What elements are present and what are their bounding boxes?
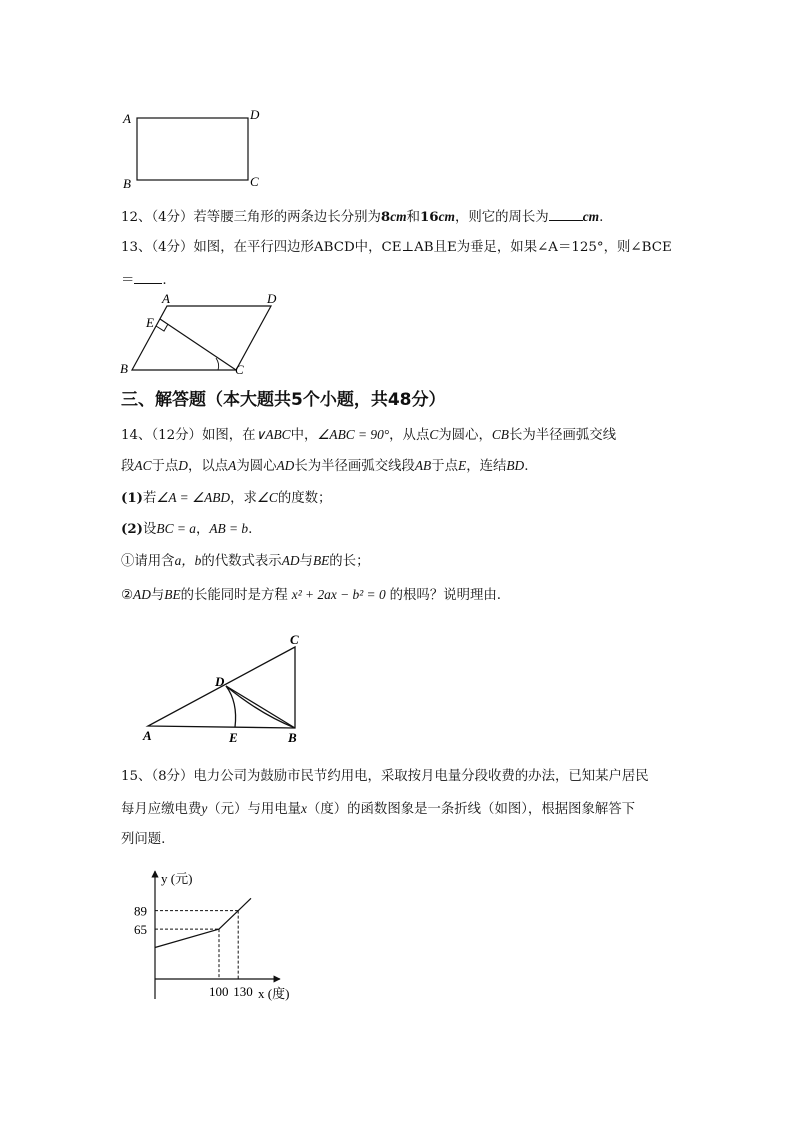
figure-parallelogram xyxy=(112,290,292,380)
q14-segment-ac: AC xyxy=(134,458,152,473)
q12-text-1: 若等腰三角形的两条边长分别为 xyxy=(193,210,381,225)
para-label-e: E xyxy=(146,315,154,330)
fee-line xyxy=(155,898,251,947)
q14-text: 的根吗？说明理由. xyxy=(389,588,502,603)
q14-segment-cb: CB xyxy=(491,427,509,442)
q14-triangle: ∨ABC xyxy=(255,427,291,442)
q14-point-c: C xyxy=(429,427,439,442)
tri-label-d: D xyxy=(215,674,225,689)
q14-text: 为圆心， xyxy=(438,428,492,443)
q14-text: 于点 xyxy=(431,459,459,474)
para-label-c: C xyxy=(235,362,244,377)
q12-text-3: ，则它的周长为 xyxy=(454,210,549,225)
q14-variables: a，b xyxy=(174,553,202,568)
y-tick-label-65: 65 xyxy=(134,922,147,938)
para-label-a: A xyxy=(162,291,170,306)
question-14-line-1 xyxy=(121,425,616,446)
q15-text: （度）的函数图象是一条折线（如图），根据图象解答下 xyxy=(306,802,636,817)
electricity-fee-chart xyxy=(128,865,308,1015)
q14-text: ，连结 xyxy=(466,459,507,474)
q14-point-e: E xyxy=(458,458,467,473)
rect-label-d: D xyxy=(250,107,260,122)
q14-angle-c: ∠C xyxy=(256,490,278,505)
q14-text: ，从点 xyxy=(389,428,430,443)
q14-text: ，以点 xyxy=(187,459,229,474)
q14-part-2-number: (2) xyxy=(121,521,143,537)
rect-label-b: B xyxy=(123,176,131,191)
q15-var-x: x xyxy=(301,801,307,816)
tri-label-c: C xyxy=(290,632,299,647)
q14-text: 的度数； xyxy=(277,491,332,506)
figure-rectangle xyxy=(115,104,275,192)
tri-label-a: A xyxy=(143,728,152,743)
q14-segment-ab: AB xyxy=(414,458,432,473)
question-14-part-2 xyxy=(121,519,252,540)
q14-part-1-number: (1) xyxy=(121,490,143,506)
q12-text-4: . xyxy=(599,210,604,225)
q13-period: . xyxy=(162,273,167,288)
q12-number: 12、（4分） xyxy=(121,210,194,225)
q15-var-y: y xyxy=(201,801,208,816)
q14-segment-be: BE xyxy=(312,553,330,568)
q14-text: . xyxy=(248,522,253,537)
question-15-line-2 xyxy=(121,799,635,820)
segment-ce xyxy=(160,319,236,370)
question-15-line-1 xyxy=(121,767,649,787)
y-axis-label: y (元) xyxy=(161,871,193,886)
q13-equals: ＝ xyxy=(121,273,135,288)
question-15-line-3 xyxy=(121,830,165,850)
q14-point-d: D xyxy=(178,458,188,473)
q14-text: 长为半径画弧交线段 xyxy=(294,459,415,474)
question-12 xyxy=(121,206,603,228)
q14-subpart-2-mark: ② xyxy=(121,588,134,603)
question-14-subpart-2 xyxy=(121,585,501,606)
q13-answer-blank[interactable] xyxy=(134,269,162,284)
q12-unit-1: cm xyxy=(390,209,407,224)
q14-text: ， xyxy=(195,522,210,537)
q14-text: 长为半径画弧交线 xyxy=(508,428,617,443)
q14-text: 如图，在 xyxy=(201,428,256,443)
q14-text: 与 xyxy=(150,588,165,603)
figure-triangle xyxy=(138,630,318,746)
q14-number: 14、（12分） xyxy=(121,428,202,443)
q14-text: 的长能同时是方程 xyxy=(180,588,288,603)
rect-label-c: C xyxy=(250,174,259,189)
q15-number: 15、（8分） xyxy=(121,769,194,784)
question-14-part-1 xyxy=(121,488,331,509)
q12-value-1: 8 xyxy=(380,209,391,225)
q14-text: 若 xyxy=(143,491,157,506)
q13-text: 如图，在平行四边形ABCD中，CE⊥AB且E为垂足，如果∠A＝125°，则∠BCE xyxy=(193,240,672,255)
q15-text: 电力公司为鼓励市民节约用电，采取按月电量分段收费的办法，已知某户居民 xyxy=(193,769,649,784)
segment-bd xyxy=(226,686,295,728)
angle-mark-c xyxy=(216,358,219,370)
q14-ab-equals-b: AB = b xyxy=(209,521,249,536)
q13-number: 13、（4分） xyxy=(121,240,194,255)
q14-subpart-1-mark: ① xyxy=(121,554,135,569)
q14-text: 设 xyxy=(143,522,157,537)
q14-text: 的长； xyxy=(329,554,370,569)
q14-part-1-condition: ∠A = ∠ABD xyxy=(156,490,231,505)
q15-text: （元）与用电量 xyxy=(207,802,302,817)
section-3-heading: 三、解答题（本大题共5个小题，共48分） xyxy=(121,390,446,410)
q14-point-a: A xyxy=(228,458,237,473)
q15-text: 每月应缴电费 xyxy=(121,802,202,817)
question-14-subpart-1 xyxy=(121,551,369,572)
q14-segment-ad: AD xyxy=(281,553,300,568)
q14-equation: x² + 2ax − b² = 0 xyxy=(291,587,386,602)
y-tick-label-89: 89 xyxy=(134,903,147,919)
para-label-d: D xyxy=(267,291,277,306)
q14-angle: ∠ABC = 90° xyxy=(317,427,390,442)
tri-label-e: E xyxy=(229,730,238,745)
q14-text: ，求 xyxy=(230,491,257,506)
rectangle-abcd xyxy=(137,118,248,180)
q14-text: 中， xyxy=(290,428,318,443)
question-13-line-2 xyxy=(121,269,167,291)
q14-text: 为圆心 xyxy=(236,459,277,474)
q14-segment-ad: AD xyxy=(276,458,295,473)
q12-text-2: 和 xyxy=(406,210,420,225)
q14-segment-be: BE xyxy=(164,587,181,602)
q14-text: 的代数式表示 xyxy=(201,554,282,569)
q14-text: 段 xyxy=(121,459,135,474)
rect-label-a: A xyxy=(123,111,131,126)
q14-text: 请用含 xyxy=(134,554,175,569)
right-angle-mark xyxy=(156,324,168,331)
x-tick-label-130: 130 xyxy=(233,984,253,999)
x-axis-label: x (度) xyxy=(258,986,290,1001)
q14-bc-equals-a: BC = a xyxy=(156,521,196,536)
para-label-b: B xyxy=(120,361,128,376)
question-14-line-2 xyxy=(121,456,529,477)
q14-segment-bd: BD xyxy=(506,458,525,473)
q14-text: 于点 xyxy=(151,459,179,474)
q15-text: 列问题. xyxy=(121,832,166,847)
q14-segment-ad: AD xyxy=(133,587,151,602)
q12-answer-blank[interactable] xyxy=(549,206,583,221)
q12-unit-3: cm xyxy=(582,209,600,224)
q12-value-2: 16 xyxy=(419,209,439,225)
question-13-line-1 xyxy=(121,238,672,258)
tri-label-b: B xyxy=(288,730,297,745)
q14-text: 与 xyxy=(299,554,313,569)
q12-unit-2: cm xyxy=(438,209,455,224)
x-tick-label-100: 100 xyxy=(209,984,229,999)
q14-text: . xyxy=(524,459,529,474)
